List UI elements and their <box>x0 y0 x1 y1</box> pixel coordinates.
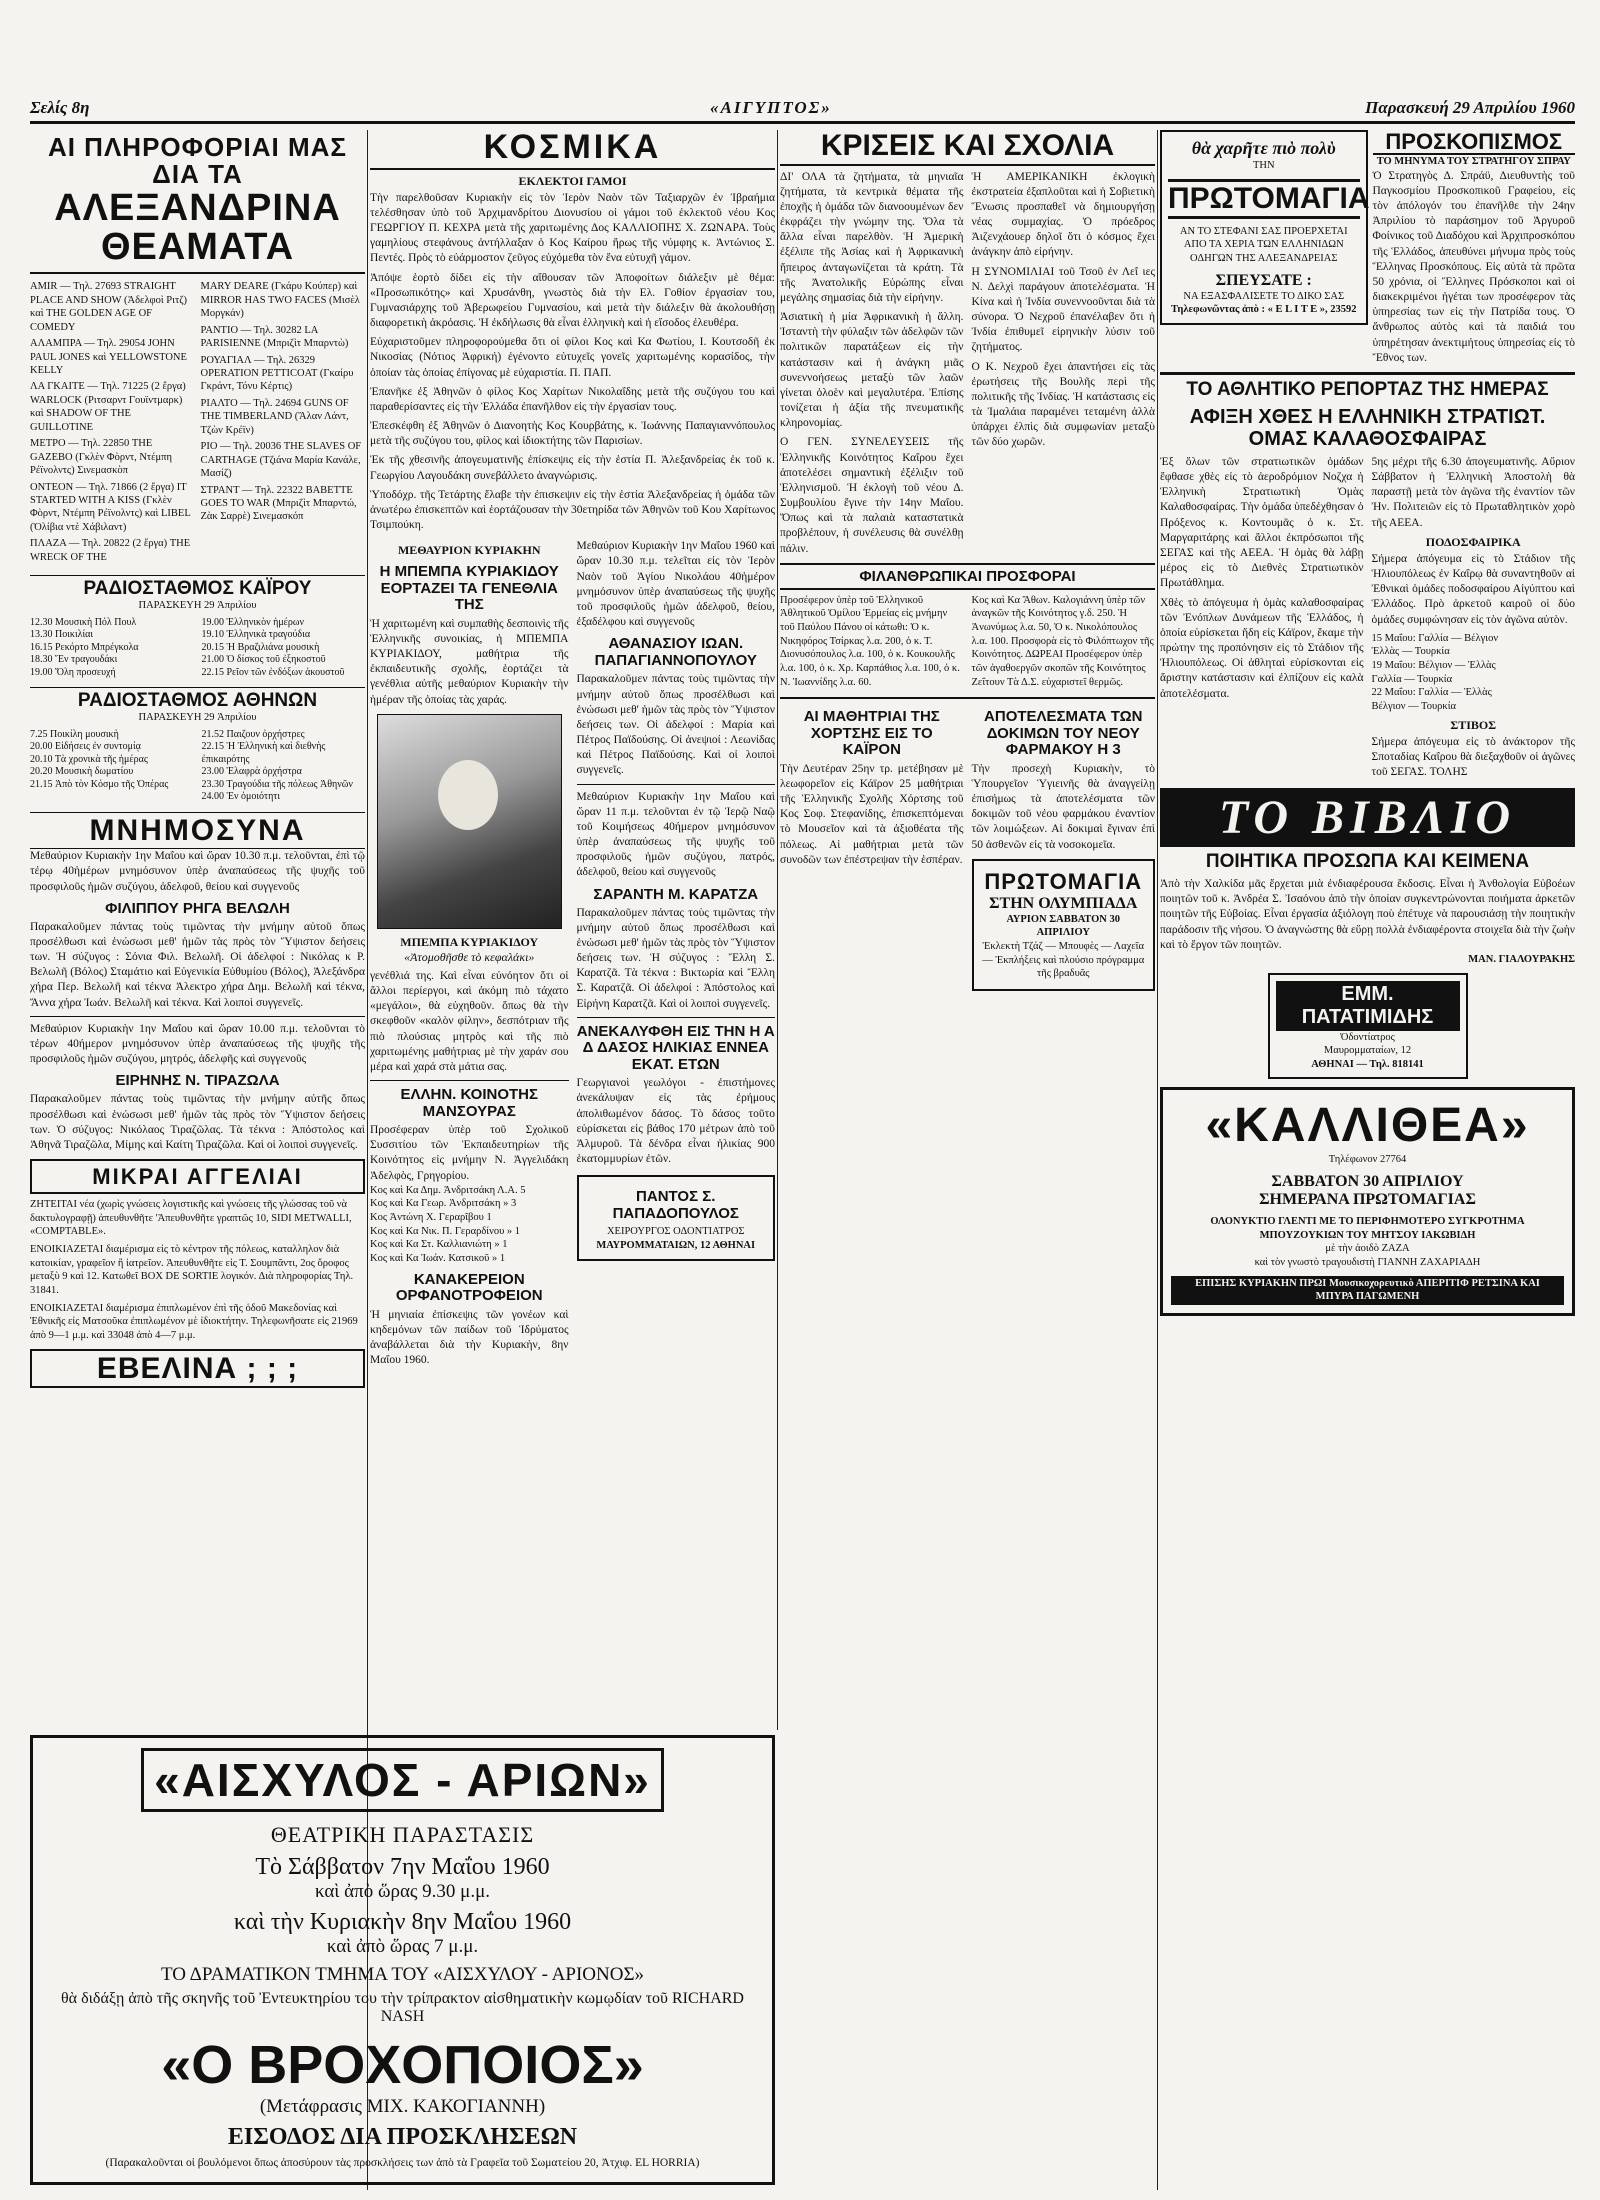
schedule-item: 21.15 Ἀπὸ τὸν Κόσμο τῆς Ὀπέρας <box>30 778 169 790</box>
schedule-item: 23.30 Τραγούδια τῆς πόλεως Ἀθηνῶν <box>201 778 353 790</box>
article-body: Εὐχαριστοῦμεν πληροφορούμεθα ὅτι οἱ φίλοι Κος καὶ Κα Φωτίου, Ι. Κουτσοδῆ ἐκ Νικοσίας (Νότιος Ἀφρική) ἐγένοντο εὐτυχεῖς γονεῖς χαριτωμένης κορασίδος, τὴν ὁποίαν τὰς ὁποίας ἐπίγονας μὲ εὐχαριστία. Π. ΠΑΠ. <box>370 336 775 379</box>
radio-athens-day: ΠΑΡΑΣΚΕΥΗ 29 Ἀπριλίου <box>138 712 257 724</box>
event-footer: ΕΠΙΣΗΣ ΚΥΡΙΑΚΗΝ ΠΡΩΙ Μουσικοχορευτικὸ ΑΠΕΡΙΤΙΦ ΡΕΤΣΙΝΑ ΚΑΙ ΜΠΥΡΑ ΠΑΓΩΜΕΝΗ <box>1171 1276 1564 1305</box>
event-singer: μὲ τὴν ἀοιδὸ ΖΑΖΑ <box>1325 1243 1410 1255</box>
dentist-name: ΕΜΜ. ΠΑΤΑΤΙΜΙΔΗΣ <box>1276 981 1460 1031</box>
ad-fine-print: (Παρακαλοῦνται οἱ βουλόμενοι ὅπως ἀποσύρουν τὰς προσκλήσεις των ἀπὸ τὰ Γραφεῖα τοῦ Σωματείου 20, Ἀτχιφ. EL HORRIA) <box>105 2157 700 2169</box>
commentary-section-title: ΚΡΙΣΕΙΣ ΚΑΙ ΣΧΟΛΙΑ <box>780 130 1155 166</box>
list-item: Ἑλλὰς — Τουρκία <box>1371 646 1450 658</box>
ad-date-1: Τὸ Σάββατον 7ην Μαΐου 1960 <box>255 1854 550 1880</box>
article-body: ΔΙ' ΟΛΑ τὰ ζητήματα, τὰ μηνιαῖα ζητήματα, τὰ κεντρικὰ θέματα τῆς ἐποχῆς ἡ ὁμάδα τῶν διανοουμένων δεν ἐκφράζει τὴν γνώμην της. Ὅλα τὰ ἄλλα εἶναι παρελθὸν. Ἡ Ἀμερικὴ ἐξέλιπε τῆς Ἀσίας καὶ ἡ Ἀφρικανικὴ ἤπειρος ἀνταγωνίζεται τὰ κράτη. Τὰ τῆς Ἀνατολικῆς Εὐρώπης εἶναι μεγάλης σημασίας διὰ τὴν εἰρήνην. <box>780 170 964 304</box>
article-body: Ὁ Στρατηγὸς Δ. Σπράϋ, Διευθυντὴς τοῦ Παγκοσμίου Προσκοπικοῦ Γραφείου, εἰς τὸν ἀπόλογόν του ἐπανῆλθε τὴν 24ην Ἀπριλίου τὸ παράσημον τοῦ Ἀργυροῦ Φοίνικος τοῦ Διαδόχου καὶ Ἀρχιπροσκόπου τῆς Ἑλλάδος, ἀπευθύνει μήνυμα πρὸς τοὺς Ἕλληνας Προσκόπους. Εἰς αὐτὰ τὰ πρῶτα 50 χρόνια, οἱ Ἕλληνες Πρόσκοποι καὶ οἱ διακεκριμένοι ἡγέται των προσέφερον τὰς ὑπηρεσίας των εἰς τὴν Πατρίδα τους. Ὁ ἄνθρωπος αὐτὸς καὶ τὰ παιδιά του ὑπηρέτησαν ἀνεκτιμήτους ὑπηρεσίας εἰς τὸ Ἔθνος των. <box>1372 169 1575 364</box>
list-item: Βέλγιον — Τουρκία <box>1371 700 1457 712</box>
ad-description: θὰ διδάξῃ ἀπὸ τῆς σκηνῆς τοῦ Ἐντευκτηρίου του τὴν τρίπρακτον αἰσθηματικὴν κωμῳδίαν τοῦ RICHARD NASH <box>61 1990 744 2025</box>
promo-the: ΤΗΝ <box>1252 160 1275 171</box>
event-singer: καὶ τὸν γνωστὸ τραγουδιστὴ ΓΙΑΝΝΗ ΖΑΧΑΡΙΑΔΗ <box>1254 1257 1481 1269</box>
article-headline: ΑΦΙΞΗ ΧΘΕΣ Η ΕΛΛΗΝΙΚΗ ΣΤΡΑΤΙΩΤ. ΟΜΑΣ ΚΑΛΑΘΟΣΦΑΙΡΑΣ <box>1189 405 1546 450</box>
article-body: Σήμερα ἀπόγευμα εἰς τὸ ἀνάκτορον τῆς Σποταδίας Καΐρου θὰ διεξαχθοῦν οἱ ἀγῶνες τοῦ ΣΕΓΑΣ. ΤΟΛΗΣ <box>1371 735 1575 778</box>
schedule-item: 21.00 Ὁ δίσκος τοῦ ἐξηκοστοῦ <box>201 654 326 666</box>
theatre-ad <box>30 1735 775 2185</box>
column-divider <box>777 130 778 1730</box>
ad-kind: ΘΕΑΤΡΙΚΗ ΠΑΡΑΣΤΑΣΙΣ <box>270 1822 535 1847</box>
cinema-listing: AMIR — Τηλ. 27693 STRAIGHT PLACE AND SHOW (Ἀδελφοὶ Ριτζ) καὶ THE GOLDEN AGE OF COMEDY <box>30 281 188 333</box>
memorial-name: ΦΙΛΙΠΠΟΥ ΡΗΓΑ ΒΕΛΩΛΗ <box>105 899 290 917</box>
olympia-day: ΑΥΡΙΟΝ ΣΑΒΒΑΤΟΝ 30 ΑΠΡΙΛΙΟΥ <box>1006 913 1120 939</box>
charity-body <box>780 594 1155 689</box>
article-body: Ἐξ ὅλων τῶν στρατιωτικῶν ὁμάδων ἔφθασε χθὲς εἰς τὸ ἀεροδρόμιον Νοζχα ἡ Ἑλληνικὴ Στρατιωτικὴ Ὁμὰς Καλαθοσφαίρας. Τὴν ὁμάδα ὑπεδέχθησαν ὁ Πρόξενος κ. Κοντουμᾶς ὁ κ. Στ. Μαργαριτάρης καὶ ἄλλοι ἐκπρόσωποι τῆς ΣΕΓΑΣ καὶ τῆς ΑΕΕΑ. Ἡ ὁμὰς θὰ λάβῃ μέρος εἰς τὸ Διεθνὲς Στρατιωτικὸν Πρωτάθλημα. <box>1160 455 1364 590</box>
divider <box>370 1080 569 1081</box>
classified-ad: ΕΝΟΙΚΙΑΖΕΤΑΙ διαμέρισμα ἐπιπλωμένον ἐπὶ τῆς ὁδοῦ Μακεδονίας καὶ Ἐθνικῆς εἰς Ματσοῦκα ἐπιπλωμένον μὲ ἰδιοκτήτην. Τηλεφωνῆσατε εἰς 21969 ἀπὸ 9—1 μ.μ. καὶ 33048 ἀπὸ 4—7 μ.μ. <box>30 1302 358 1341</box>
list-item: Γαλλία — Τουρκία <box>1371 673 1453 685</box>
article-body: Κος καὶ Κα Ἄθων. Καλογιάννη ὑπὲρ τῶν ἀναγκῶν τῆς Κοινότητος γ.δ. 250. Ἡ Ἀνωνύμως λ.α. 50, Ὁ κ. Νικολόπουλος λ.α. 100. Προσφορὰ εἰς τὸ Φιλόπτωχον τῆς Κοινότητος. ΔΩΡΕΑΙ Προσέφερον ὑπὲρ τῶν ἀγαθοεργῶν σκοπῶν τῆς Κοινότητος Ζεΐτουν Τὰ Δ.Σ. εὐχαριστεῖ θερμῶς. <box>971 594 1154 688</box>
schedule-item: 19.00 Ὅλη προσευχή <box>30 666 116 678</box>
schedule-item: 12.30 Μουσικὴ Πόλ Πουλ <box>30 616 137 628</box>
cinema-listing: ΛΑ ΓΚΑΙΤΕ — Τηλ. 71225 (2 ἔργα) WARLOCK (Ριτσαρντ Γουϊντμαρκ) καὶ SHADOW OF THE GUILLOTINE <box>30 381 186 433</box>
memorial-body: Παρακαλοῦμεν πάντας τοὺς τιμῶντας τὴν μνήμην αὐτῆς ὅπως προσέλθωσι καὶ ἑνώσωσι μεθ' ἡμῶν τὰς πρὸς τὸν Ὕψιστον δεήσεις των. Ὁ σύζυγος: Νικόλαος Τιραζῶλας. Τὰ τέκνα : Ἀπόστολος καὶ Ἀθηνᾶ Τιραζῶλα, Μίμης καὶ Καίτη Τιραζῶλα. Καὶ οἱ λοιποὶ συγγενεῖς. <box>30 1093 365 1151</box>
evelina-teaser: ΕΒΕΛΙΝΑ ; ; ; <box>30 1349 365 1389</box>
list-item: Κος καὶ Κα Νικ. Π. Γεραρδίνου » 1 <box>370 1225 521 1237</box>
cinema-listing: ΡΑΝΤΙΟ — Τηλ. 30282 LA PARISIENNE (Μπριζὶτ Μπαρντὼ) <box>200 324 349 350</box>
article-body: Τὴν προσεχὴ Κυριακὴν, τὸ Ὑπουργεῖον Ὑγιεινῆς θὰ ἀναγγείλῃ ἐπισήμως τὰ ἀποτελέσματα τῶν δοκιμῶν τοῦ νέου φαρμάκου ἐναντίον τῶν λοιμώξεων. Αἱ δοκιμαὶ ἔγιναν ἐπὶ 50 ἀσθενῶν εἰς τὰ νοσοκομεῖα. <box>971 762 1155 851</box>
article-subhead: ΕΚΛΕΚΤΟΙ ΓΑΜΟΙ <box>518 173 627 188</box>
promo-body: ΑΝ ΤΟ ΣΤΕΦΑΝΙ ΣΑΣ ΠΡΟΕΡΧΕΤΑΙ ΑΠΟ ΤΑ ΧΕΡΙΑ ΤΩΝ ΕΛΛΗΝΙΔΩΝ ΟΔΗΓΩΝ ΤΗΣ ΑΛΕΞΑΝΔΡΕΙΑΣ <box>1179 225 1348 264</box>
dentist-address: Μαυρομματαίων, 12 <box>1323 1045 1412 1057</box>
cinema-listing: MARY DEARE (Γκάρυ Κούπερ) καὶ MIRROR HAS TWO FACES (Μισὲλ Μοργκάν) <box>200 281 360 320</box>
column-commentary <box>780 130 1155 1730</box>
play-title: «Ο ΒΡΟΧΟΠΟΙΟΣ» <box>161 2035 644 2095</box>
schedule-item: 19.10 Ἑλληνικὰ τραγούδια <box>201 629 311 641</box>
ad-time-1: καὶ ἀπὸ ὥρας 9.30 μ.μ. <box>314 1881 491 1902</box>
article-body: Προσέφεραν ὑπὲρ τοῦ Σχολικοῦ Συσσιτίου τῶν Ἑκπαιδευτηρίων τῆς Κοινότητος εἰς μνήμην Ν. Ἀγγελιδάκη Ἀδελφὸς, Γρηγορίου. <box>370 1124 569 1182</box>
schedule-item: 22.15 Ἡ Ἑλληνικὴ καὶ διεθνὴς ἐπικαιρότης <box>201 741 326 765</box>
cinema-listing: ΟΝΤΕΟΝ — Τηλ. 71866 (2 ἔργα) IT STARTED WITH A KISS (Γκλὲν Φὸρντ, Ντέμπη Ρέϊνολντς) καὶ LIBEL (Ὀλίβια ντὲ Χάβιλαντ) <box>30 481 191 533</box>
article-body: Γεωργιανοὶ γεωλόγοι - ἐπιστήμονες ἀνεκάλυψαν εἰς τὰς ἐρήμους ἀπολιθωμένον δάσος. Τὸ δάσος τοῦτο εὑρίσκεται εἰς βάθος 170 μέτρων ἀπὸ τοῦ Ἁλμυροῦ. Τὰ δένδρα εἶναι ἡλικίας 900 ἑκατομμυρίων ἐτῶν. <box>576 1077 775 1166</box>
radio-athens-title: ΡΑΔΙΟΣΤΑΘΜΟΣ ΑΘΗΝΩΝ <box>30 687 365 711</box>
list-item: Κος καὶ Κα Ἰωάν. Κατσικοῦ » 1 <box>370 1252 506 1264</box>
column-divider <box>1157 130 1158 2190</box>
society-lower <box>370 539 775 1368</box>
article-author: ΜΑΝ. ΓΙΑΛΟΥΡΑΚΗΣ <box>1468 953 1575 965</box>
surgeon-ad <box>577 1175 776 1260</box>
article-body: Προσέφερον ὑπὲρ τοῦ Ἑλληνικοῦ Ἀθλητικοῦ Ὁμίλου Ἑρμείας εἰς μνήμην τοῦ Παύλου Πάνου οἱ κάτωθι: Ὁ κ. Νικηφόρος Τσίρκας λ.α. 200, ὁ κ. Τ. Διονυσόπουλος λ.α. 100, ὁ κ. Κουκουλῆς λ.α. 100, ὁ κ. Χρ. Καρπάθιος λ.α. 100, ὁ κ. Ν. Ἰωαννίδης λ.α. 60. <box>780 594 960 688</box>
event-day: ΣΑΒΒΑΤΟΝ 30 ΑΠΡΙΛΙΟΥ <box>1271 1173 1464 1191</box>
article-body: Η ΣΥΝΟΜΙΛΙΑΙ τοῦ Τσοῦ ἐν Λεΐ ιες Ν. Δελχὶ παράγουν ἀποτελέσματα. Ἡ Κίνα καὶ ἡ Ἰνδία συνεννοοῦνται διὰ τὰ σύνορα. Ὁ Νεχροῦ ἐπανέλαβεν ὅτι ἡ Ἰνδία ἐπιθυμεῖ εἰρηνικὴν λύσιν τοῦ ζητήματος. <box>971 265 1155 354</box>
page-header <box>30 96 1575 124</box>
list-item: Κος καὶ Κα Στ. Καλλιανιώτη » 1 <box>370 1239 508 1251</box>
photo-caption: ΜΠΕΜΠΑ ΚΥΡΙΑΚΙΔΟΥ <box>400 934 539 949</box>
memorial-body: Παρακαλοῦμεν πάντας τοὺς τιμῶντας τὴν μνήμην αὐτοῦ ὅπως προσέλθωσι καὶ ἑνώσωσι μεθ' ἡμῶν τὰς πρὸς τὸν Ὕψιστον δεήσεις των. Οἱ ἀδελφοί : Μαρία καὶ Πέτρος Παϊδούσης. Οἱ ἀνεψιοί : Λεωνίδας καὶ Πέτρος Παϊδούσης. Καὶ οἱ λοιποὶ συγγενεῖς. <box>576 673 775 777</box>
event-description: ΟΛΟΝΥΚΤΙΟ ΓΛΕΝΤΙ ΜΕ ΤΟ ΠΕΡΙΦΗΜΟΤΕΡΟ ΣΥΓΚΡΟΤΗΜΑ ΜΠΟΥΖΟΥΚΙΩΝ ΤΟΥ ΜΗΤΣΟΥ ΙΑΚΩΒΙΔΗ <box>1210 1216 1525 1241</box>
theatre-group-name: «ΑΙΣΧΥΛΟΣ - ΑΡΙΩΝ» <box>141 1748 664 1812</box>
newspaper-name: «ΑΙΓΥΠΤΟΣ» <box>710 98 832 117</box>
article-body: Ἡ χαριτωμένη καὶ συμπαθὴς δεσποινὶς τῆς Ἑλληνικῆς συνοικίας, ἡ ΜΠΕΜΠΑ ΚΥΡΙΑΚΙΔΟΥ, μαθήτρια τῆς ἐκπαιδευτικῆς σχολῆς, ἑορτάζει τὰ γενέθλια αὐτῆς μεθαύριον Κυριακὴν τὴν ἡμέραν τῆς ὁποίας τὰς χαράς. <box>370 617 569 706</box>
article-body: Ἡ μηνιαία ἐπίσκεψις τῶν γονέων καὶ κηδεμόνων τῶν παίδων τοῦ Ἱδρύματος ἀναβάλλεται διὰ τὴν Κυριακὴν, 8ην Μαΐου 1960. <box>370 1308 569 1367</box>
promo-secure: ΝΑ ΕΞΑΣΦΑΛΙΣΕΤΕ ΤΟ ΔΙΚΟ ΣΑΣ <box>1183 290 1345 302</box>
article-subhead: ΠΟΔΟΣΦΑΙΡΙΚΑ <box>1425 534 1521 549</box>
article-headline: ΑΠΟΤΕΛΕΣΜΑΤΑ ΤΩΝ ΔΟΚΙΜΩΝ ΤΟΥ ΝΕΟΥ ΦΑΡΜΑΚΟΥ Η 3 <box>984 708 1143 759</box>
sports-report-title: ΤΟ ΑΘΛΗΤΙΚΟ ΡΕΠΟΡΤΑΖ ΤΗΣ ΗΜΕΡΑΣ <box>1160 372 1575 401</box>
memorial-intro: Μεθαύριον Κυριακὴν 1ην Μαΐου καὶ ὥραν 10.00 π.μ. τελοῦνται τὸ τέρων 40ήμερον μνημόσυνον ὑπὲρ ἀναπαύσεως τῆς ψυχῆς τῆς προσφιλοῦς ἡμῶν συζύγου, μητρός, ἀδελφῆς καὶ συγγενοῦς <box>30 1022 365 1066</box>
theatre-section-kicker: ΑΙ ΠΛΗΡΟΦΟΡΙΑΙ ΜΑΣ ΔΙΑ ΤΑ <box>47 132 348 190</box>
donor-list <box>370 1184 569 1266</box>
dentist-title: Ὀδοντίατρος <box>1340 1031 1395 1043</box>
ad-group: ΤΟ ΔΡΑΜΑΤΙΚΟΝ ΤΜΗΜΑ ΤΟΥ «ΑΙΣΧΥΛΟΥ - ΑΡΙΟΝΟΣ» <box>160 1964 645 1985</box>
article-body: Ἀσιατικὴ ἡ μία Ἀφρικανικὴ ἡ ἄλλη. Ἰσταντὴ τὴν φύλαξιν τῶν ἀδελφῶν τῶν πολιτικῶν παρατάξεων εἰς τὴν κατάστασιν καὶ ἡ ἀνάγκη μιᾶς συνεννοήσεως μεταξὺ τῶν λαῶν γίνεται ὁλοὲν καὶ μεγαλυτέρα. Ἐπίσης τονίζεται ἡ ἀξία τῆς πνευματικῆς κληρονομίας. <box>780 311 964 430</box>
cinema-listing: ΡΙΟ — Τηλ. 20036 THE SLAVES OF CARTHAGE (Τζιάνα Μαρία Κανάλε, Μασίζ) <box>200 441 362 480</box>
olympia-venue: ΣΤΗΝ ΟΛΥΜΠΙΑΔΑ <box>989 894 1138 912</box>
divider <box>577 1017 776 1018</box>
article-headline: ΑΙ ΜΑΘΗΤΡΙΑΙ ΤΗΣ ΧΟΡΤΣΗΣ ΕΙΣ ΤΟ ΚΑΪΡΟΝ <box>803 708 940 759</box>
article-body: Ἡ ΑΜΕΡΙΚΑΝΙΚΗ ἐκλογικὴ ἐκστρατεία ἐξαπλοῦται καὶ ἡ Σοβιετικὴ Ἕνωσις προσπαθεῖ νὰ δημιουργήσῃ νέας συμμαχίας. Ὁ πρόεδρος Ἀιζενχάουερ δηλοῖ ὅτι ὁ κόσμος ἔχει ἀνάγκην ἀπὸ εἰρήνην. <box>971 170 1155 259</box>
cinema-listings <box>30 280 365 567</box>
cinema-listing: ΠΛΑΖΑ — Τηλ. 20822 (2 ἔργα) THE WRECK OF THE <box>30 538 191 563</box>
divider <box>30 1016 365 1017</box>
olympia-ad <box>972 859 1156 991</box>
surgeon-address: ΜΑΥΡΟΜΜΑΤΑΙΩΝ, 12 ΑΘΗΝΑΙ <box>596 1239 756 1251</box>
list-item: 15 Μαΐου: Γαλλία — Βέλγιον <box>1371 632 1499 644</box>
memorial-body: Παρακαλοῦμεν πάντας τοὺς τιμῶντας τὴν μνήμην αὐτοῦ ὅπως προσέλθωσι καὶ ἑνώσωσι μεθ' ἡμῶν τὰς πρὸς τὸν Ὕψιστον δεήσεις των. Ἡ σύζυγος : Σόνια Φιλ. Βελωλῆ. Οἱ ἀδελφοί : Νικόλας κ Ρ. Βελωλῆ (Βόλος) Σταμάτιο καὶ Εὐγενικία Εὐθυμίου (Βόλος), Ἀλεξάνδρα χήρα Περ. Βελωλῆ καὶ τέκνα Ἀλεκτρο χήρα Δημ. Βελωλῆ καὶ τέκνα, Ἄννα χήρα Ἰωάν. Βελωλῆ καὶ τέκνα. Καὶ λοιποὶ συγγενεῖς. <box>30 920 365 1009</box>
book-section-subtitle: ΠΟΙΗΤΙΚΑ ΠΡΟΣΩΠΑ ΚΑΙ ΚΕΙΜΕΝΑ <box>1205 851 1530 873</box>
list-item: Κος καὶ Κα Γεωρ. Ἀνδριτσάκη » 3 <box>370 1198 517 1210</box>
commentary-lower <box>780 697 1155 991</box>
elite-promo <box>1160 130 1368 325</box>
cinema-listing: ΣΤΡΑΝΤ — Τηλ. 22322 BABETTE GOES TO WAR (Μπριζὶτ Μπαρντώ, Ζὰκ Σαρρὲ) Σινεμασκόπ <box>200 484 357 523</box>
article-body: Σήμερα ἀπόγευμα εἰς τὸ Στάδιον τῆς Ἡλιουπόλεως ἐν Καΐρῳ θὰ συναντηθοῦν αἱ Ἐθνικαὶ ὁμάδες ποδοσφαίρου Αἰγύπτου καὶ Ἑλλάδος. Πρὸ ἀρκετοῦ καιροῦ οἱ δύο ὁμάδες συμφώνησαν εἰς τὸν ἀγῶνα αὐτὸν. <box>1371 552 1575 626</box>
venue-phone: Τηλέφωνον 27764 <box>1328 1154 1407 1166</box>
schedule-item: 21.52 Παιζουν ὀρχήστρες <box>201 728 305 740</box>
list-item: 19 Μαΐου: Βέλγιον — Ἑλλὰς <box>1371 659 1496 671</box>
article-body: Ἐκ τῆς χθεσινῆς ἀπογευματινῆς ἐπίσκεψις εἰς τὴν ἑστία Π. Ἀλεξανδρείας ἐκ τοῦ κ. Γεωργίου Λαγουδάκη συνεβάλλετο ἀναγνώρισις. <box>370 454 775 482</box>
article-body: Ἐπεσκέφθη ἐξ Ἀθηνῶν ὁ Διανοητὴς Κος Κουρβάτης, κ. Ἰωάννης Παπαγιαννόπουλος μετὰ τῆς συζύγου του, φίλος καὶ ἰδιοκτήτης τῶν Παρισίων. <box>370 420 775 448</box>
olympia-body: Ἐκλεκτὴ Τζάζ — Μπουφὲς — Λαχεῖα — Ἐκπλήξεις καὶ πλούσιο πρόγραμμα τῆς βραδυᾶς <box>982 941 1145 980</box>
cinema-listing: ΑΛΑΜΠΡΑ — Τηλ. 29054 JOHN PAUL JONES καὶ YELLOWSTONE KELLY <box>30 338 187 376</box>
cinema-listing: ΡΟΥΑΓΙΑΛ — Τηλ. 26329 OPERATION PETTICOAT (Γκαίρυ Γκράντ, Τόνυ Κέρτις) <box>200 354 354 393</box>
article-body: Ο ΓΕΝ. ΣΥΝΕΛΕΥΣΕΙΣ τῆς Ἑλληνικῆς Κοινότητος Καΐρου ἔχει ἀποτελέσει σημαντικὴ ἐξέλιξιν τοῦ Ἑλληνισμοῦ. Ἡ ἐκλογὴ τοῦ νέου Δ. Συμβουλίου ἔγινε τὴν 14ην Μαΐου. Ὅπως καὶ τὰ παλαιὰ καταστατικὰ προβλέπουν, ἡ συνέλευσις θὰ συνέλθῃ πάλιν. <box>780 436 964 555</box>
schedule-item: 22.15 Ρεῖον τῶν ἐνδόξων ἀκουστοῦ <box>201 666 345 678</box>
dentist-city: ΑΘΗΝΑΙ — Τηλ. 818141 <box>1311 1058 1424 1070</box>
radio-athens-schedule <box>30 729 365 804</box>
memorial-intro: Μεθαύριον Κυριακὴν 1ην Μαΐου 1960 καὶ ὥραν 10.30 π.μ. τελεῖται εἰς τὸν Ἱερὸν Ναὸν τοῦ Ἁγίου Νικολάου 40ἡμέρον μνημόσυνον ὑπὲρ ἀναπαύσεως τῆς ψυχῆς τοῦ προσφιλοῦς ἡμῶν ἀδελφοῦ, θείου, ἐξαδέλφου καὶ συγγενοῦς <box>576 540 775 629</box>
scouting-subhead: ΤΟ ΜΗΝΥΜΑ ΤΟΥ ΣΤΡΑΤΗΓΟΥ ΣΠΡΑΥ <box>1376 156 1571 168</box>
list-item: 22 Μαΐου: Γαλλία — Ἑλλὰς <box>1371 687 1492 699</box>
promo-kicker: θὰ χαρῆτε πιὸ πολὺ <box>1191 138 1336 158</box>
memorial-name: ΣΑΡΑΝΤΗ Μ. ΚΑΡΑΤΖΑ <box>593 885 759 903</box>
schedule-item: 7.25 Ποικίλη μουσικὴ <box>30 728 119 740</box>
fixtures-list <box>1372 632 1576 714</box>
memorial-body: Παρακαλοῦμεν πάντας τοὺς τιμῶντας τὴν μνήμην αὐτοῦ ὅπως προσέλθωσι καὶ ἑνώσωσι μεθ' ἡμῶν τὰς πρὸς τὸν Ὕψιστον δεήσεις των. Ἡ σύζυγος : Ἔλλη Σ. Καρατζᾶ. Τὰ τέκνα : Βικτωρία καὶ Ἔλλη Σ. Καρατζᾶ. Οἱ ἀδελφοί : Ἀπόστολος καὶ Εἰρήνη Καρατζᾶ. Καὶ οἱ λοιποὶ συγγενεῖς. <box>576 906 775 1010</box>
cinema-listing: ΜΕΤΡΟ — Τηλ. 22850 THE GAZEBO (Γκλὲν Φὸρντ, Ντέμπη Ρέϊνολντς) Σινεμασκὸπ <box>30 438 172 477</box>
article-body: Ἐπανῆκε ἐξ Ἀθηνῶν ὁ φίλος Κος Χαρίτων Νικολαΐδης μετὰ τῆς συζύγου του καὶ παραθερίσαντες εἰς τὴν Ἑλλάδα ἐπανῆλθον εἰς τὴν ἐργασίαν τους. <box>370 385 775 413</box>
article-body: Ἀπὸ τὴν Χαλκίδα μᾶς ἔρχεται μιὰ ἐνδιαφέρουσα ἔκδοσις. Εἶναι ἡ Ἀνθολογία Εὐβοέων ποιητῶν τοῦ κ. Ἀνδρέα Σ. Ἰσαόνου ἀπὸ τὴν ὁποίαν συγκεντρώνονται ποιήματα ἀρκετῶν ποιητῶν τῆς Εὐβοίας. Εἶναι ἐργασία ἀξιόλογη ποὺ ἐπέτυχε νὰ παρουσιάσῃ τὴν ποιητικὴν παράδοσιν τῆς νήσου. Ὁ ἀναγνώστης θὰ εὕρῃ πολλὰ ἐνδιαφέροντα στοιχεῖα διὰ τὴν ζωὴν καὶ τὸ ἔργον τῶν ποιητῶν. <box>1160 878 1575 951</box>
memorial-name: ΕΙΡΗΝΗΣ Ν. ΤΙΡΑΖΩΛΑ <box>115 1072 280 1090</box>
list-item: Κος καὶ Κα Δημ. Ἀνδριτσάκη Λ.Α. 5 <box>370 1184 526 1196</box>
top-promos <box>1160 130 1575 366</box>
portrait-photo <box>377 714 562 929</box>
article-body: Τὴν Δευτέραν 25ην τρ. μετέβησαν μὲ λεωφορεῖον εἰς Κάϊρον 25 μαθήτριαι τῆς Ἑλληνικῆς Σχολῆς Χόρτσης τοῦ Κος Σοφ. Στεφανίδης, ἐπισκεπτόμεναι τὸ Μουσεῖον καὶ τὰ ἀξιοθέατα τῆς πόλεως. Αἱ μαθήτριαι μετὰ τῶν συνοδῶν των ἐπέστρεψαν τὴν ἑσπέραν. <box>780 762 964 866</box>
column-society <box>370 130 775 1730</box>
page-number: Σελίς 8η <box>30 98 90 117</box>
cinema-listing: ΡΙΑΛΤΟ — Τηλ. 24694 GUNS OF THE TIMBERLAND (Ἄλαν Λάντ, Τζὼν Κρέϊν) <box>200 397 349 436</box>
surgeon-name: ΠΑΝΤΟΣ Σ. ΠΑΠΑΔΟΠΟΥΛΟΣ <box>612 1188 739 1222</box>
olympia-title: ΠΡΩΤΟΜΑΓΙΑ <box>984 868 1143 894</box>
promo-hurry: ΣΠΕΥΣΑΤΕ : <box>1215 271 1312 289</box>
column-entertainment <box>30 130 365 1730</box>
memorial-intro: Μεθαύριον Κυριακὴν 1ην Μαΐου καὶ ὥραν 10.30 π.μ. τελοῦνται, ἐπὶ τῷ τέρῳ 40ἡμέρων μνημόσυνον ὑπὲρ ἀναπαύσεως τῆς ψυχῆς τοῦ προσφιλοῦς ἡμῶν συζύγου, ἀδελφοῦ, θείου καὶ συγγενοῦς <box>30 850 365 893</box>
divider <box>577 784 776 785</box>
radio-cairo-schedule <box>30 617 365 680</box>
article-body: Τὴν παρελθοῦσαν Κυριακὴν εἰς τὸν Ἱερὸν Ναὸν τῶν Ταξιαρχῶν ἐν Ἰβραήμια τελέσθησαν ὑπὸ τοῦ Ἀρχιμανδρίτου Διονυσίου οἱ γάμοι τοῦ ἐκλεκτοῦ νέου Κος ΓΕΩΡΓΙΟΥ Π. ΚΕΧΡΑ μετὰ τῆς χαριτωμένης Δος ΚΑΛΛΙΟΠΗΣ Χ. ΖΩΝΑΡΑ. Τοὺς γαμηλίους στεφάνους ἀντήλλαξαν ὁ Κος Καίρου ἥρως τῆς νύμφης κ. Ἀντώνιος Σ. Πεντές. Πρὸς τὸ εὐάρμοστον ζεῦγος εὐχόμεθα τὸν ἔνα εὐτυχῆ γάμον. <box>370 191 775 265</box>
promo-phone: Τηλεφωνῶντας ἀπὸ : « E L I T E », 23592 <box>1170 304 1357 316</box>
issue-date: Παρασκευή 29 Απριλίου 1960 <box>1365 98 1575 117</box>
article-headline: ΚΑΝΑΚΕΡΕΙΟΝ ΟΡΦΑΝΟΤΡΟΦΕΙΟΝ <box>395 1270 543 1305</box>
scouting-title: ΠΡΟΣΚΟΠΙΣΜΟΣ <box>1373 130 1576 155</box>
schedule-item: 16.15 Ρεκόρτο Μπρέγκολα <box>30 641 139 653</box>
schedule-item: 23.00 Ἐλαφρὰ ὀρχήστρα <box>201 766 302 778</box>
list-item: Κος Ἀντώνη Χ. Γεραρῖβου 1 <box>370 1212 492 1223</box>
schedule-item: 18.30 Ἕν τραγουδάκι <box>30 654 118 666</box>
article-body: Ἀπόψε ἑορτὸ δίδει εἰς τὴν αἴθουσαν τῶν Ἀποφοίτων διάλεξιν μὲ θέμα: «Προσωπικότης» καὶ Χρυσάνθη, γνωστὸς διὰ τὴν Ελ. Γοθίον ἐργασίαν του, Γυμνασιάρχης τοῦ Ἀβερωφείου Γυμνασίου, καὶ μετὰ τὴν διάλεξιν θὰ ἀκολουθήσῃ διαφορετικὴ ἀκρόασις. Ἡ ἐκδήλωσις θὰ εἶναι ἑλληνικὴ καὶ ἡ εἴσοδος ἐλευθέρα. <box>370 271 775 330</box>
schedule-item: 20.00 Εἰδήσεις ἐν συντομίᾳ <box>30 741 141 753</box>
article-body: γενέθλιά της. Καὶ εἶναι εὐνόητον ὅτι οἱ ἄλλοι περίεργοι, καὶ ἀκόμη πιὸ τάχατο «μεγάλοι», θὰ εὐχηθοῦν. ὅπως θὰ τὴν σκεφθοῦν «καλὸν φίλην», δεσπότριαν τῆς πιὸ πλούσιας μητρὸς καὶ τῆς πιὸ χαριτωμένης μαθήτριας μὲ τὴν χαράν σου μέρα καὶ χαρά στὰ μάτια σας. <box>370 969 569 1073</box>
memorial-name: ΑΘΑΝΑΣΙΟΥ ΙΩΑΝ. ΠΑΠΑΓΙΑΝΝΟΠΟΥΛΟΥ <box>594 635 757 670</box>
classified-ad: ΖΗΤΕΙΤΑΙ νέα (χωρὶς γνώσεις λογιστικῆς καὶ γνώσεις τῆς γλώσσας τοῦ νὰ δακτυλογραφῇ) ἀπευθυνθῆτε 'Ἀπευθυνθῆτε γραπτῶς 10, SIDI METWALLI, «COMPTABLE». <box>30 1199 352 1238</box>
ad-entry: ΕΙΣΟΔΟΣ ΔΙΑ ΠΡΟΣΚΛΗΣΕΩΝ <box>227 2124 578 2150</box>
commentary-body <box>780 170 1155 557</box>
schedule-item: 20.10 Τὰ χρονικὰ τῆς ἡμέρας <box>30 753 148 765</box>
book-section-banner: ΤΟ ΒΙΒΛΙΟ <box>1160 788 1575 847</box>
ad-time-2: καὶ ἀπὸ ὥρας 7 μ.μ. <box>326 1936 479 1957</box>
radio-cairo-title: ΡΑΔΙΟΣΤΑΘΜΟΣ ΚΑΪΡΟΥ <box>30 575 365 599</box>
photo-caption-sub: «Ἀτομοθῆσθε τὸ κεφαλάκι» <box>404 949 535 964</box>
article-headline: Η ΜΠΕΜΠΑ ΚΥΡΙΑΚΙΔΟΥ ΕΟΡΤΑΖΕΙ ΤΑ ΓΕΝΕΘΛΙΑ ΤΗΣ <box>379 563 559 614</box>
event-day-2: ΣΗΜΕΡΑΝΑ ΠΡΩΤΟΜΑΓΙΑΣ <box>1259 1191 1476 1209</box>
article-headline: ΕΛΛΗΝ. ΚΟΙΝΟΤΗΣ ΜΑΝΣΟΥΡΑΣ <box>400 1086 538 1120</box>
surgeon-title: ΧΕΙΡΟΥΡΓΟΣ ΟΔΟΝΤΙΑΤΡΟΣ <box>606 1226 745 1238</box>
schedule-item: 24.00 Ἐν ὁμοιότητι <box>201 791 281 803</box>
society-section-title: ΚΟΣΜΙΚΑ <box>370 130 775 170</box>
article-body: Ὑποδόχρ. τῆς Τετάρτης ἔλαβε τὴν ἐπισκεψιν εἰς τὴν ἑστία Ἀλεξανδρείας ἡ ὁμάδα τῶν ἀνωτέρω ἐπισκεπτῶν καὶ ἑορτάζουσαν τὴν 30ετηρίδα τῶν Ἀθηνῶν τοῦ Κου Χαρίτωνος Τσιμπούκη. <box>370 488 775 532</box>
article-body: Ο Κ. Νεχροῦ ἔχει ἀπαντήσει εἰς τὰς ἐρωτήσεις τῆς Βουλῆς περὶ τῆς πολιτικῆς τῆς Ἰνδίας. Ἡ κατάστασις εἰς τὰ Ἰμαλάια παραμένει τεταμένη ἀλλὰ ὑπάρχει ἐλπὶς διὰ συμφωνίαν μεταξὺ τῶν δύο χωρῶν. <box>971 360 1155 449</box>
article-subhead: ΣΤΙΒΟΣ <box>1450 717 1497 732</box>
ad-translator: (Μετάφρασις ΜΙΧ. ΚΑΚΟΓΙΑΝΝΗ) <box>259 2096 546 2117</box>
memorials-title: ΜΝΗΜΟΣΥΝΑ <box>30 812 365 850</box>
classifieds-title: ΜΙΚΡΑΙ ΑΓΓΕΛΙΑΙ <box>30 1159 365 1194</box>
dentist-ad <box>1268 973 1468 1080</box>
ad-date-2: καὶ τὴν Κυριακὴν 8ην Μαΐου 1960 <box>233 1909 572 1935</box>
theatre-section-title: ΑΛΕΞΑΝΔΡΙΝΑ ΘΕΑΜΑΤΑ <box>30 189 365 275</box>
article-kicker: ΜΕΘΑΥΡΙΟΝ ΚΥΡΙΑΚΗΝ <box>397 543 541 558</box>
radio-cairo-day: ΠΑΡΑΣΚΕΥΗ 29 Ἀπριλίου <box>138 600 257 612</box>
charity-section-title: ΦΙΛΑΝΘΡΩΠΙΚΑΙ ΠΡΟΣΦΟΡΑΙ <box>780 563 1155 590</box>
memorial-intro: Μεθαύριον Κυριακὴν 1ην Μαΐου καὶ ὥραν 11 π.μ. τελοῦνται ἐν τῷ Ἱερῷ Ναῷ τοῦ Κοιμήσεως 40ήμερον μνημόσυνον ὑπὲρ ἀναπαύσεως τῆς ψυχῆς τοῦ προσφιλοῦς ἡμῶν συζύγου, πατρός, ἀδελφοῦ, θείου καὶ συγγενοῦς <box>576 790 775 879</box>
article-body: 5ης μέχρι τῆς 6.30 ἀπογευματινῆς. Αὔριον Σάββατον ἡ Ἑλληνικὴ Ἀποστολὴ θὰ παραστῇ μετὰ τὸν ἀγῶνα τῆς ἐναντίον τῶν Ἠν. Πολιτειῶν εἰς τὸ Πρωταθλητικὸν χορὸ τῆς ΑΕΕΑ. <box>1371 455 1575 529</box>
schedule-item: 19.00 Ἑλληνικὸν ἡμέρων <box>201 616 304 628</box>
sports-body <box>1160 455 1575 780</box>
schedule-item: 20.15 Ἡ Βραζιλιάνα μουσικὴ <box>201 641 320 653</box>
schedule-item: 20.20 Μουσικὴ δωματίου <box>30 766 134 778</box>
schedule-item: 13.30 Ποικιλίαι <box>30 629 94 641</box>
classified-ad: ΕΝΟΙΚΙΑΖΕΤΑΙ διαμέρισμα εἰς τὸ κέντρον τῆς πόλεως, καταλληλον διὰ κατοικίαν, γραφεῖον ἢ ἰατρεῖον. Ἀπευθυνθῆτε εἰς Τ. Σουμπᾶντι, 2ος ὄροφος μεταξὺ 9 καὶ 12. Κατωθεῖ BOX DE SORTIE λογικόν. Διὰ πληροφορίας Τηλ. 31841. <box>30 1244 354 1296</box>
promo-title: ΠΡΩΤΟΜΑΓΙΑ <box>1168 179 1360 219</box>
article-body: Χθὲς τὸ ἀπόγευμα ἡ ὁμὰς καλαθοσφαίρας τῶν Ἐνόπλων Δυνάμεων τῆς Ἑλλάδος, ἡ ὁποία εὑρίσκεται ἤδη εἰς Κάϊρον, ἔκαμε τὴν πρώτην της προπόνησιν εἰς τὸ Στάδιον τῆς Ἡλιουπόλεως. Οἱ ἀθληταὶ εὑρίσκονται εἰς ἄριστην κατάστασιν καὶ ἐλπίζουν εἰς καλὰ ἀποτελέσματα. <box>1160 596 1364 700</box>
kallithea-ad <box>1160 1087 1575 1315</box>
venue-name: «ΚΑΛΛΙΘΕΑ» <box>1205 1099 1530 1153</box>
column-sports-books <box>1160 130 1575 2190</box>
article-headline: ΑΝΕΚΑΛΥΦΘΗ ΕΙΣ ΤΗΝ Η Α Δ ΔΑΣΟΣ ΗΛΙΚΙΑΣ ΕΝΝΕΑ ΕΚΑΤ. ΕΤΩΝ <box>576 1022 775 1073</box>
